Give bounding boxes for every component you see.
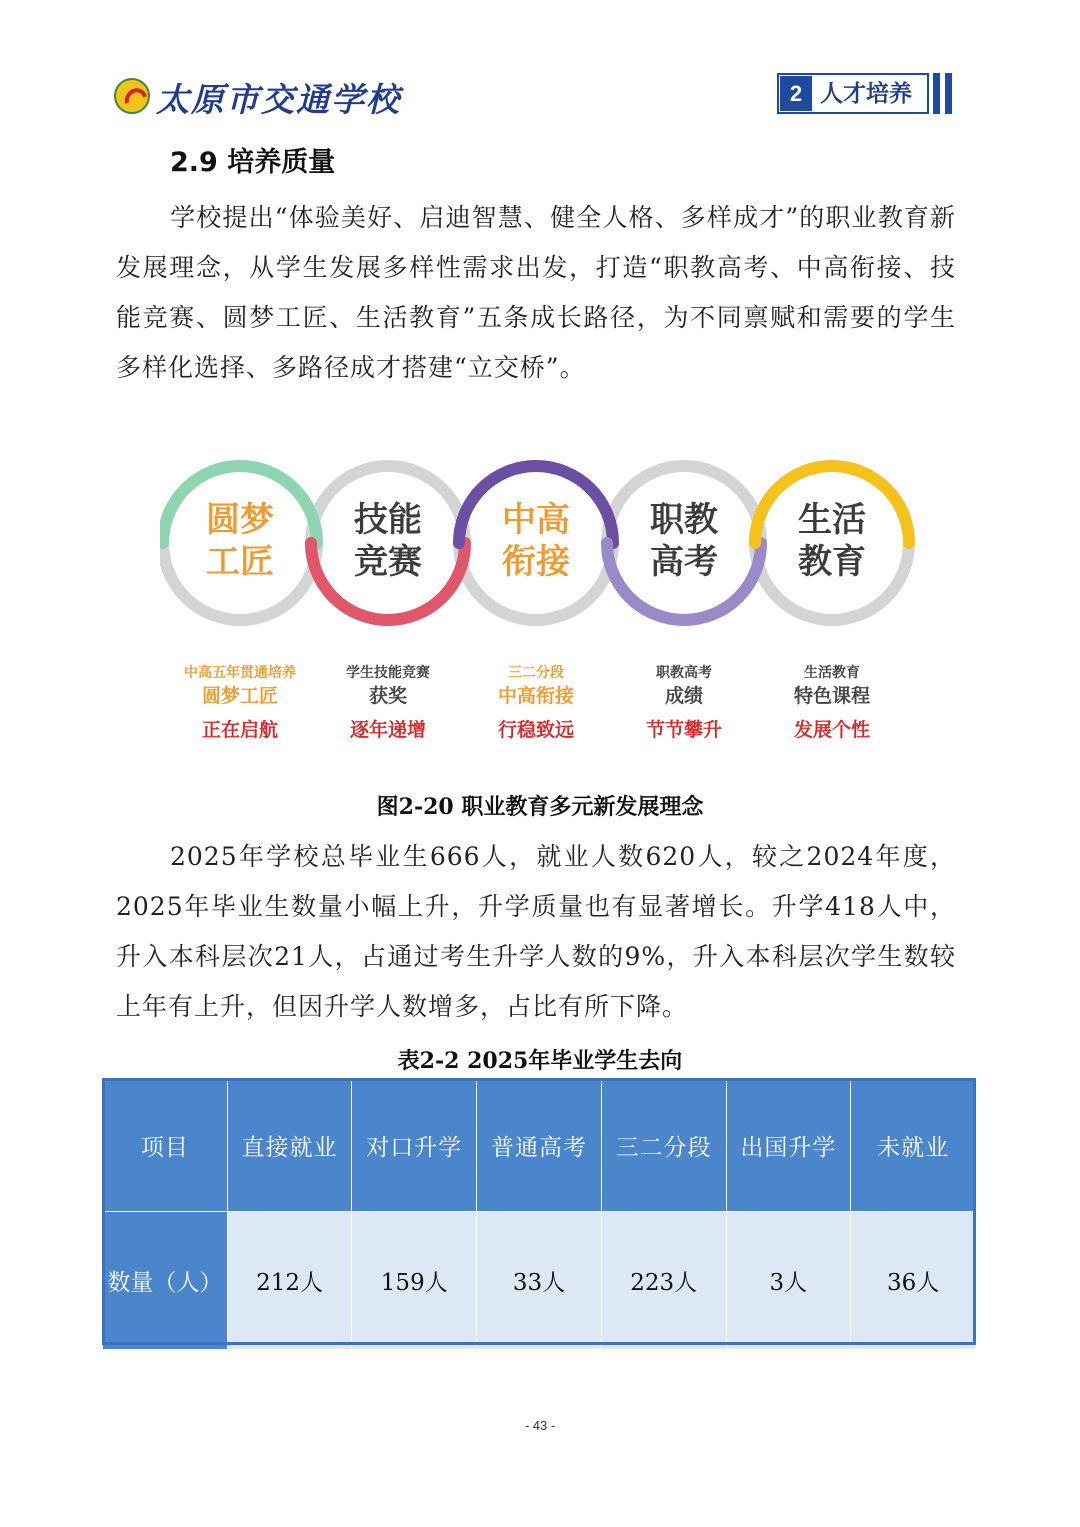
ring-caption-line: 圆梦工匠 — [201, 685, 278, 707]
table-header-cell: 对口升学 — [352, 1079, 477, 1212]
ring-label-line: 教育 — [798, 542, 866, 582]
table-header-cell: 出国升学 — [726, 1079, 851, 1212]
ring-caption-line: 获奖 — [368, 685, 407, 707]
ring-label-line: 职教 — [650, 500, 718, 540]
ring-caption-line: 逐年递增 — [349, 719, 426, 741]
ring-label — [772, 499, 892, 583]
table-header-cell: 直接就业 — [227, 1079, 352, 1212]
graduate-destination-table — [102, 1078, 976, 1350]
chapter-number: 2 — [780, 76, 812, 111]
ring-label-line: 圆梦 — [206, 500, 274, 540]
table-row — [103, 1212, 976, 1350]
ring-caption-line: 正在启航 — [201, 719, 278, 741]
table-caption: 表2-2 2025年毕业学生去向 — [397, 1048, 683, 1074]
paragraph-2-text: 2025年学校总毕业生666人，就业人数620人，较之2024年度，2025年毕业生数量小幅上升，升学质量也有显著增长。升学418人中，升入本科层次21人，占通过考生升学人数的9%，升入本科层次学生数较上年有上升，但因升学人数增多，占比有所下降。 — [116, 842, 956, 1021]
section-title: 2.9 培养质量 — [170, 147, 336, 178]
ring-label-line: 竞赛 — [354, 542, 422, 582]
ring-label — [624, 499, 744, 583]
ring-label-line: 工匠 — [206, 542, 274, 582]
ring-caption-line: 中高五年贯通培养 — [184, 665, 296, 681]
table-cell: 3人 — [726, 1212, 851, 1350]
school-logo — [114, 78, 150, 114]
figure-development-concept — [160, 438, 920, 748]
table-header-row — [103, 1079, 976, 1212]
ring-label-line: 高考 — [650, 542, 718, 582]
ring-caption — [166, 663, 314, 745]
ring-caption-line: 三二分段 — [508, 665, 564, 681]
ring-caption-line: 中高衔接 — [497, 685, 574, 707]
ring-caption-line: 行稳致远 — [497, 719, 574, 741]
table-cell: 159人 — [352, 1212, 477, 1350]
ring-label-line: 中高 — [502, 500, 570, 540]
ring-label — [180, 499, 300, 583]
table-header-cell: 普通高考 — [477, 1079, 602, 1212]
ring-caption — [758, 663, 906, 745]
ring-caption-line: 生活教育 — [804, 665, 860, 681]
page-number: - 43 - — [524, 1418, 556, 1433]
ring-caption — [462, 663, 610, 745]
table-cell: 212人 — [227, 1212, 352, 1350]
body-paragraph-2 — [116, 832, 956, 1032]
ring-caption-line: 成绩 — [664, 685, 703, 707]
ring-caption — [610, 663, 758, 745]
ring-caption-line: 特色课程 — [793, 685, 870, 707]
ring-label — [476, 499, 596, 583]
figure-caption: 图2-20 职业教育多元新发展理念 — [376, 794, 704, 820]
chapter-title: 人才培养 — [820, 81, 912, 107]
table-cell: 33人 — [477, 1212, 602, 1350]
table-header-cell: 三二分段 — [601, 1079, 726, 1212]
paragraph-1-text: 学校提出“体验美好、启迪智慧、健全人格、多样成才”的职业教育新发展理念，从学生发展多样性需求出发，打造“职教高考、中高衔接、技能竞赛、圆梦工匠、生活教育”五条成长路径，为不同禀赋和需要的学生多样化选择、多路径成才搭建“立交桥”。 — [116, 203, 956, 382]
header-decor-bar — [945, 73, 952, 114]
school-name: 太原市交通学校 — [156, 80, 401, 119]
ring-label-line: 衔接 — [502, 542, 570, 582]
table-cell: 36人 — [851, 1212, 976, 1350]
ring-label — [328, 499, 448, 583]
ring-caption-line: 发展个性 — [793, 719, 870, 741]
ring-caption-line: 学生技能竞赛 — [346, 665, 430, 681]
table-cell: 223人 — [601, 1212, 726, 1350]
ring-label-line: 生活 — [798, 500, 866, 540]
ring-label-line: 技能 — [354, 500, 422, 540]
table-header-cell: 未就业 — [851, 1079, 976, 1212]
body-paragraph-1 — [116, 193, 956, 393]
table-row-header: 数量（人） — [103, 1212, 228, 1350]
header-decor-bar — [933, 73, 940, 114]
ring-caption-line: 节节攀升 — [645, 719, 722, 741]
ring-caption — [314, 663, 462, 745]
table-header-cell: 项目 — [103, 1079, 228, 1212]
ring-caption-line: 职教高考 — [656, 665, 712, 681]
